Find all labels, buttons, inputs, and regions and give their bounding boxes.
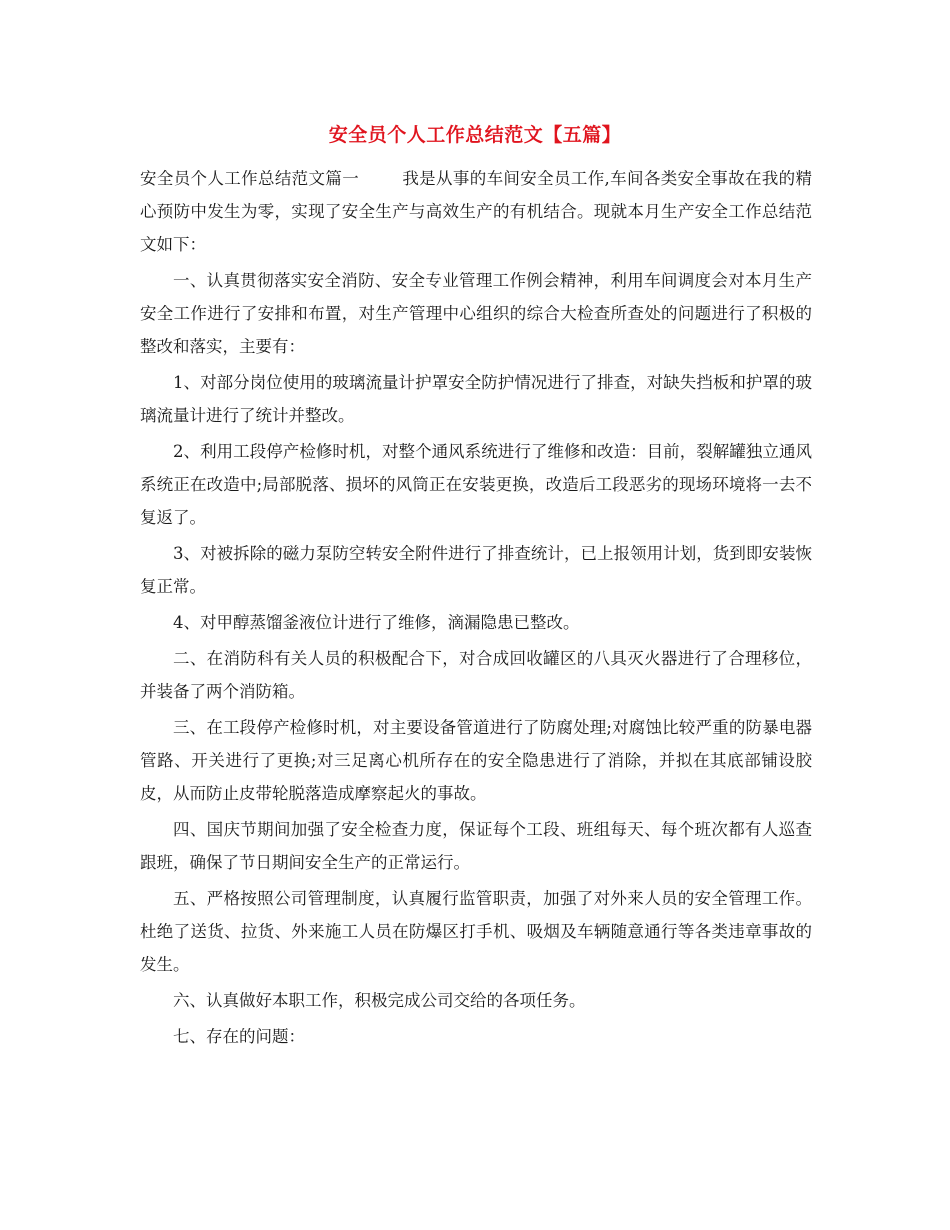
document-title: 安全员个人工作总结范文【五篇】	[328, 124, 622, 146]
paragraph-1: 一、认真贯彻落实安全消防、安全专业管理工作例会精神，利用车间调度会对本月生产安全工作进行了安排和布置，对生产管理中心组织的综合大检查所查处的问题进行了积极的整改和落实，主要有：	[140, 271, 812, 356]
paragraph-11: 七、存在的问题：	[173, 1027, 305, 1046]
paragraph-7: 三、在工段停产检修时机，对主要设备管道进行了防腐处理;对腐蚀比较严重的防暴电器管路、开关进行了更换;对三足离心机所存在的安全隐患进行了消除，并拟在其底部铺设胶皮，从而防止皮带轮脱落造成摩察起火的事故。	[140, 718, 812, 803]
intro-heading: 安全员个人工作总结范文篇一	[140, 169, 360, 188]
paragraph-3: 2、利用工段停产检修时机，对整个通风系统进行了维修和改造：目前，裂解罐独立通风系统正在改造中;局部脱落、损坏的风筒正在安装更换，改造后工段恶劣的现场环境将一去不复返了。	[140, 442, 812, 527]
document-body	[140, 162, 812, 1056]
paragraph-5: 4、对甲醇蒸馏釜液位计进行了维修，滴漏隐患已整改。	[173, 613, 580, 632]
intro-text: 我是从事的车间安全员工作,车间各类安全事故在我的精心预防中发生为零，实现了安全生产与高效生产的有机结合。现就本月生产安全工作总结范文如下：	[140, 169, 813, 254]
paragraph-9: 五、严格按照公司管理制度，认真履行监管职责，加强了对外来人员的安全管理工作。杜绝了送货、拉货、外来施工人员在防爆区打手机、吸烟及车辆随意通行等各类违章事故的发生。	[140, 889, 812, 974]
paragraph-2: 1、对部分岗位使用的玻璃流量计护罩安全防护情况进行了排查，对缺失挡板和护罩的玻璃流量计进行了统计并整改。	[140, 373, 812, 425]
intro-paragraph	[140, 162, 812, 261]
paragraph-8: 四、国庆节期间加强了安全检查力度，保证每个工段、班组每天、每个班次都有人巡查跟班，确保了节日期间安全生产的正常运行。	[140, 820, 812, 872]
paragraph-10: 六、认真做好本职工作，积极完成公司交给的各项任务。	[173, 991, 586, 1010]
paragraph-6: 二、在消防科有关人员的积极配合下，对合成回收罐区的八具灭火器进行了合理移位，并装备了两个消防箱。	[140, 649, 812, 701]
paragraph-4: 3、对被拆除的磁力泵防空转安全附件进行了排查统计，已上报领用计划，货到即安装恢复正常。	[140, 544, 812, 596]
